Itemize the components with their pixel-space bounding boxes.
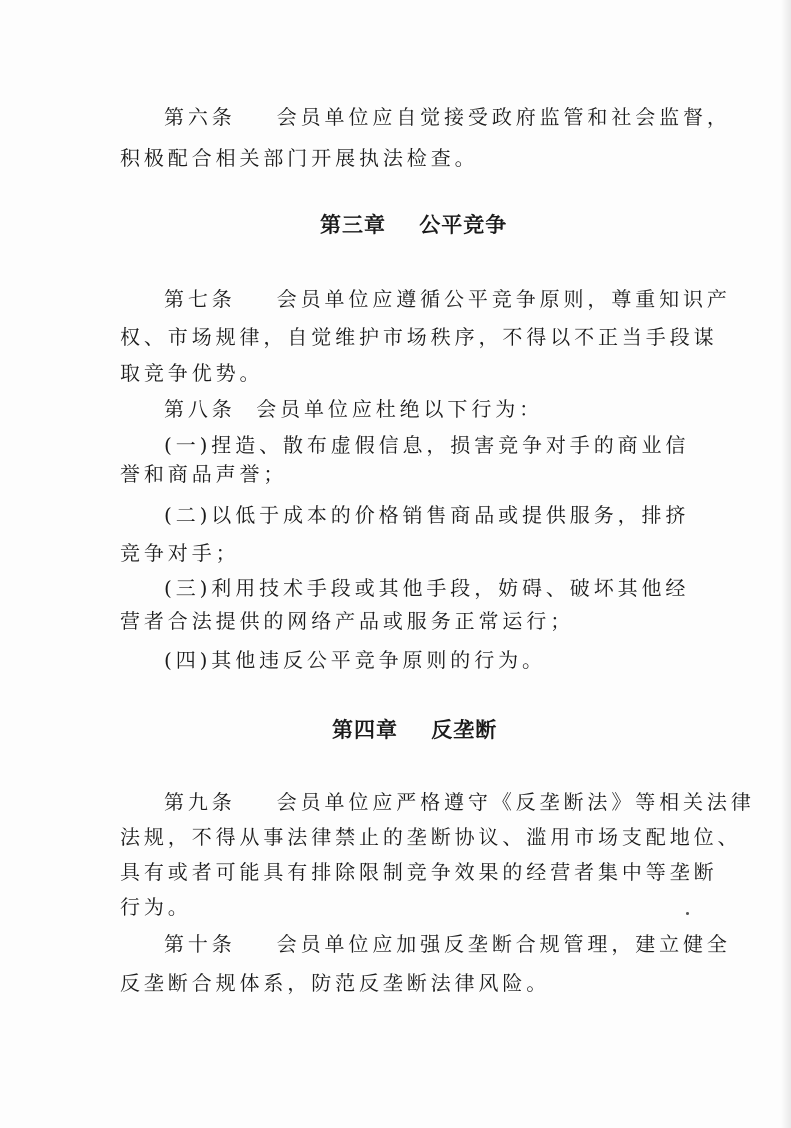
article-8-line-1: 第八条 会员单位应杜绝以下行为： (164, 397, 544, 421)
article-10-line-1: 第十条 会员单位应加强反垄断合规管理，建立健全 (164, 932, 731, 956)
chapter-3-heading: 第三章 公平竞争 (320, 213, 508, 237)
article-8-item-3-line-2: 营者合法提供的网络产品或服务正常运行； (120, 609, 575, 633)
article-6-line-1: 第六条 会员单位应自觉接受政府监管和社会监督， (164, 105, 731, 129)
article-8-item-4-line-1: (四)其他违反公平竞争原则的行为。 (164, 648, 546, 672)
article-10-line-2: 反垄断合规体系，防范反垄断法律风险。 (120, 971, 551, 995)
article-8-item-1-line-2: 誉和商品声誉； (120, 462, 288, 486)
article-8-item-1-line-1: (一)捏造、散布虚假信息，损害竞争对手的商业信 (164, 433, 690, 457)
article-7-line-2: 权、市场规律，自觉维护市场秩序，不得以不正当手段谋 (120, 325, 718, 349)
article-9-line-2: 法规，不得从事法律禁止的垄断协议、滥用市场支配地位、 (120, 825, 742, 849)
article-8-item-3-line-1: (三)利用技术手段或其他手段，妨碍、破坏其他经 (164, 576, 690, 600)
article-9-line-4: 行为。 (120, 895, 192, 919)
scan-edge-shadow (781, 0, 791, 1128)
article-9-line-1: 第九条 会员单位应严格遵守《反垄断法》等相关法律 (164, 790, 755, 814)
article-9-line-3: 具有或者可能具有排除限制竞争效果的经营者集中等垄断 (120, 860, 718, 884)
article-8-item-2-line-2: 竞争对手； (120, 541, 240, 565)
article-6-line-2: 积极配合相关部门开展执法检查。 (120, 146, 479, 170)
article-7-line-3: 取竞争优势。 (120, 361, 264, 385)
article-7-line-1: 第七条 会员单位应遵循公平竞争原则，尊重知识产 (164, 287, 731, 311)
chapter-4-heading: 第四章 反垄断 (332, 718, 498, 742)
scan-speck (686, 912, 689, 915)
article-8-item-2-line-1: (二)以低于成本的价格销售商品或提供服务，排挤 (164, 503, 690, 527)
